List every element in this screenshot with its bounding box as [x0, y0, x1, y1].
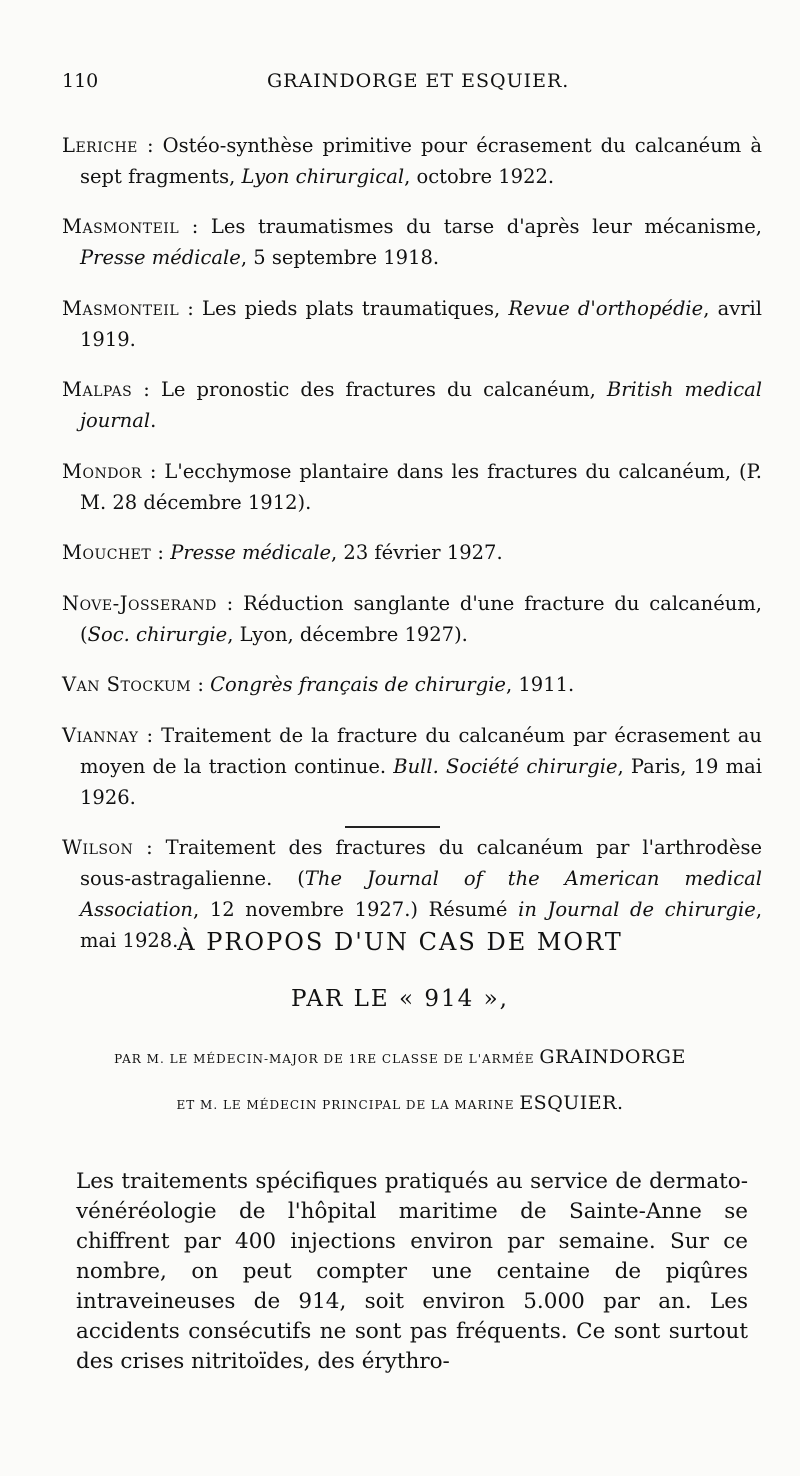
bibliography-text: : Traitement de la fracture du calcanéum par écrasement au moyen de la traction continue.: [80, 723, 762, 778]
bibliography-source-title: Bull. Société chirurgie: [393, 754, 618, 778]
byline-second-author: [0, 1092, 800, 1114]
bibliography-source-title: in Journal de chirurgie: [518, 898, 756, 921]
bibliography-text: : Traitement des fractures du calcanéum par l'arthrodèse sous-astragalienne. (: [80, 836, 762, 890]
bibliography-entry: [62, 669, 762, 700]
bibliography-source-title: Presse médicale: [170, 541, 332, 564]
article-title: À PROPOS D'UN CAS DE MORT: [177, 928, 623, 956]
bibliography-entry: [62, 588, 762, 650]
bibliography-text: :: [151, 541, 171, 564]
bibliography: [62, 110, 762, 964]
bibliography-source-title: Soc. chirurgie: [87, 622, 228, 646]
bibliography-text: : Les pieds plats traumatiques,: [179, 296, 509, 320]
running-title: GRAINDORGE ET ESQUIER.: [267, 70, 570, 92]
bibliography-author: Nove-Josserand: [62, 591, 217, 615]
bibliography-author: Viannay: [62, 723, 139, 747]
bibliography-text: : Les traumatismes du tarse d'après leur mécanisme,: [179, 215, 762, 238]
byline-second-name: ESQUIER.: [519, 1092, 624, 1114]
bibliography-text: , octobre 1922.: [404, 164, 555, 188]
bibliography-text: : Réduction sanglante d'une fracture du calcanéum, (: [80, 591, 762, 646]
bibliography-author: Van Stockum: [62, 673, 192, 696]
bibliography-author: Leriche: [62, 133, 138, 157]
byline-first-author: [0, 1046, 800, 1068]
bibliography-author: Wilson: [62, 836, 134, 859]
bibliography-source-title: British medical journal: [80, 378, 762, 432]
bibliography-source-title: Revue d'orthopédie: [508, 296, 704, 320]
bibliography-entry: [62, 456, 762, 518]
bibliography-text: : L'ecchymose plantaire dans les fractures du calcanéum, (P. M. 28 décembre 1912).: [80, 459, 762, 514]
bibliography-text: .: [150, 409, 157, 432]
bibliography-author: Mondor: [62, 459, 142, 483]
page-number: 110: [62, 70, 99, 92]
article-subtitle: PAR LE « 914 »,: [291, 986, 509, 1012]
byline-second-prefix: ET M. LE MÉDECIN PRINCIPAL DE LA MARINE: [176, 1098, 520, 1112]
bibliography-text: : Ostéo-synthèse primitive pour écrasement du calcanéum à sept fragments,: [80, 133, 762, 188]
bibliography-entry: [62, 211, 762, 273]
running-head: [62, 70, 762, 100]
byline-first-name: GRAINDORGE: [539, 1046, 686, 1068]
bibliography-text: , 23 février 1927.: [331, 541, 503, 564]
bibliography-author: Malpas: [62, 378, 133, 401]
article-body-paragraph: Les traitements spécifiques pratiqués au service de dermato-vénéréologie de l'hôpital maritime de Sainte-Anne se chiffrent par 400 injections environ par semaine. Sur ce nombre, on peut compter une centaine de piqûres intraveineuses de 914, soit environ 5.000 par an. Les accidents consécutifs ne sont pas fréquents. Ce sont surtout des crises nitritoïdes, des érythro-: [76, 1168, 748, 1374]
section-separator: [345, 826, 440, 828]
bibliography-entry: [62, 130, 762, 192]
bibliography-source-title: Presse médicale: [80, 246, 241, 269]
bibliography-entry: [62, 374, 762, 436]
bibliography-text: , avril 1919.: [80, 296, 763, 351]
byline-first-prefix: PAR M. LE MÉDECIN-MAJOR DE 1RE CLASSE DE L'ARMÉE: [114, 1052, 540, 1066]
bibliography-author: Masmonteil: [62, 296, 180, 320]
bibliography-text: , 12 novembre 1927.) Résumé: [193, 898, 519, 921]
bibliography-text: :: [191, 673, 211, 696]
bibliography-text: , Paris, 19 mai 1926.: [80, 754, 762, 809]
bibliography-entry: [62, 537, 762, 568]
bibliography-source-title: Lyon chirurgical: [241, 164, 405, 188]
bibliography-text: : Le pronostic des fractures du calcanéum,: [132, 378, 607, 401]
bibliography-entry: [62, 720, 762, 813]
bibliography-text: , 5 septembre 1918.: [240, 246, 440, 269]
bibliography-source-title: The Journal of the American medical Association: [80, 867, 762, 921]
bibliography-source-title: Congrès français de chirurgie: [210, 673, 506, 696]
bibliography-text: , mai 1928.: [80, 898, 763, 952]
bibliography-text: , Lyon, décembre 1927).: [227, 622, 468, 646]
bibliography-entry: [62, 293, 762, 355]
bibliography-author: Mouchet: [62, 541, 152, 564]
bibliography-text: , 1911.: [505, 673, 575, 696]
bibliography-author: Masmonteil: [62, 215, 180, 238]
